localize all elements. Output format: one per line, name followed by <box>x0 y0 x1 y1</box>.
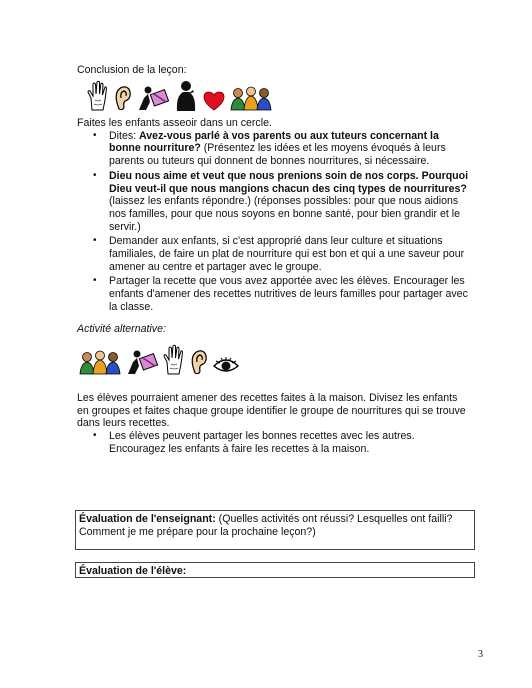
eye-icon <box>212 356 240 376</box>
alternative-intro <box>77 392 472 430</box>
alternative-heading: Activité alternative: <box>77 323 166 335</box>
page-number: 3 <box>478 649 483 660</box>
list-item: • Demander aux enfants, si c'est approprié dans leur culture et situations familiales, de faire un plat de nourriture qui est bon et qui a une saveur pour amener au centre et partager avec le groupe. <box>93 235 472 273</box>
conclusion-bullet-list <box>93 130 472 314</box>
gift-icon <box>136 84 170 112</box>
alternative-bullet-list <box>93 430 472 455</box>
teacher-evaluation-label: Évaluation de l'enseignant: <box>79 513 216 525</box>
alternative-icon-row <box>78 344 240 376</box>
conclusion-intro: Faites les enfants asseoir dans un cercle. <box>77 117 272 129</box>
hand-icon <box>86 80 110 112</box>
list-item: • Dieu nous aime et veut que nous prenions soin de nos corps. Pourquoi Dieu veut-il que nous mangions chacun des cinq types de nourritures? (laissez les enfants répondre.) (réponses possibles: pour que nous aidions nos familles, pour que nous soyons en bonne santé, pour bien grandir et le servir.) <box>93 170 472 234</box>
student-evaluation-box <box>75 562 475 578</box>
group-of-children-icon <box>229 86 273 112</box>
alternative-intro-text: Les élèves pourraient amener des recettes faites à la maison. Divisez les enfants en groupes et faites chaque groupe identifier le groupe de nourritures qui se trouve dans leurs recettes. <box>77 392 466 430</box>
list-item: • Partager la recette que vous avez apportée avec les élèves. Encourager les enfants d'amener des recettes nutritives de leurs familles pour partager avec la classe. <box>93 275 472 313</box>
ear-icon <box>189 348 209 376</box>
list-item: • Dites: Avez-vous parlé à vos parents ou aux tuteurs concernant la bonne nourriture? (Présentez les idées et les moyens évoqués à leurs parents ou tuteurs qui donnent de bonnes nourritures, si nécessaire. <box>93 130 472 168</box>
alternative-body <box>77 392 472 458</box>
gift-icon <box>125 348 159 376</box>
conclusion-heading: Conclusion de la leçon: <box>77 64 187 76</box>
student-evaluation-label: Évaluation de l'élève: <box>79 565 187 577</box>
teacher-evaluation-box <box>75 510 475 550</box>
conclusion-icon-row <box>86 80 273 112</box>
list-item: • Les élèves peuvent partager les bonnes recettes avec les autres. Encouragez les enfants à faire les recettes à la maison. <box>93 430 472 455</box>
conclusion-body <box>77 117 472 316</box>
hand-icon <box>162 344 186 376</box>
praying-person-icon <box>173 80 199 112</box>
teacher-evaluation-text: (Quelles activités ont réussi? Lesquelles ont failli? Comment je me prépare pour la prochaine leçon?) <box>79 513 453 538</box>
heart-icon <box>202 90 226 112</box>
group-of-children-icon <box>78 350 122 376</box>
ear-icon <box>113 84 133 112</box>
